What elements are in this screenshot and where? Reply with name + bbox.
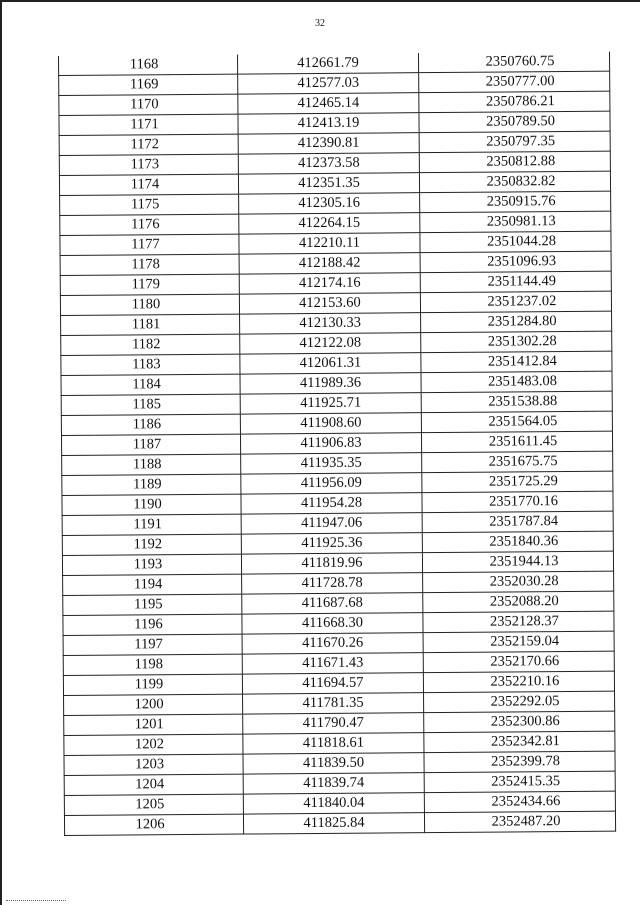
- y-coordinate-cell: 2351096.93: [420, 251, 611, 272]
- y-coordinate-cell: 2350760.75: [418, 52, 609, 73]
- point-number-cell: 1189: [62, 474, 241, 495]
- y-coordinate-cell: 2352487.20: [424, 811, 615, 832]
- point-number-cell: 1194: [63, 574, 242, 595]
- x-coordinate-cell: 411694.57: [242, 673, 423, 694]
- y-coordinate-cell: 2350777.00: [419, 71, 610, 92]
- x-coordinate-cell: 411989.36: [240, 373, 421, 394]
- x-coordinate-cell: 412305.16: [239, 193, 420, 214]
- x-coordinate-cell: 412188.42: [239, 253, 420, 274]
- y-coordinate-cell: 2351284.80: [421, 311, 612, 332]
- x-coordinate-cell: 411790.47: [243, 713, 424, 734]
- x-coordinate-cell: 411925.36: [241, 533, 422, 554]
- point-number-cell: 1174: [59, 174, 238, 195]
- y-coordinate-cell: 2350789.50: [419, 111, 610, 132]
- y-coordinate-cell: 2352342.81: [424, 731, 615, 752]
- x-coordinate-cell: 412373.58: [238, 153, 419, 174]
- point-number-cell: 1173: [59, 154, 238, 175]
- y-coordinate-cell: 2351302.28: [421, 331, 612, 352]
- x-coordinate-cell: 412153.60: [239, 293, 420, 314]
- y-coordinate-cell: 2350915.76: [420, 191, 611, 212]
- point-number-cell: 1176: [60, 214, 239, 235]
- point-number-cell: 1185: [61, 394, 240, 415]
- point-number-cell: 1170: [59, 94, 238, 115]
- footer-mark: [6, 900, 66, 902]
- x-coordinate-cell: 412210.11: [239, 233, 420, 254]
- x-coordinate-cell: 411954.28: [241, 493, 422, 514]
- y-coordinate-cell: 2351044.28: [420, 231, 611, 252]
- point-number-cell: 1168: [58, 55, 237, 76]
- x-coordinate-cell: 411925.71: [240, 393, 421, 414]
- point-number-cell: 1183: [61, 354, 240, 375]
- y-coordinate-cell: 2351237.02: [420, 291, 611, 312]
- point-number-cell: 1187: [61, 434, 240, 455]
- y-coordinate-cell: 2350786.21: [419, 91, 610, 112]
- x-coordinate-cell: 411728.78: [242, 573, 423, 594]
- point-number-cell: 1179: [60, 274, 239, 295]
- point-number-cell: 1197: [63, 634, 242, 655]
- point-number-cell: 1172: [59, 134, 238, 155]
- y-coordinate-cell: 2352159.04: [423, 631, 614, 652]
- point-number-cell: 1178: [60, 254, 239, 275]
- point-number-cell: 1181: [61, 314, 240, 335]
- page-border-top: [0, 0, 640, 2]
- point-number-cell: 1191: [62, 514, 241, 535]
- x-coordinate-cell: 412061.31: [240, 353, 421, 374]
- y-coordinate-cell: 2352415.35: [424, 771, 615, 792]
- y-coordinate-cell: 2352210.16: [423, 671, 614, 692]
- point-number-cell: 1192: [62, 534, 241, 555]
- x-coordinate-cell: 411818.61: [243, 733, 424, 754]
- y-coordinate-cell: 2351412.84: [421, 351, 612, 372]
- x-coordinate-cell: 411671.43: [242, 653, 423, 674]
- y-coordinate-cell: 2351483.08: [421, 371, 612, 392]
- point-number-cell: 1190: [62, 494, 241, 515]
- y-coordinate-cell: 2350797.35: [419, 131, 610, 152]
- point-number-cell: 1171: [59, 114, 238, 135]
- point-number-cell: 1182: [61, 334, 240, 355]
- x-coordinate-cell: 411687.68: [242, 593, 423, 614]
- y-coordinate-cell: 2351564.05: [421, 411, 612, 432]
- point-number-cell: 1203: [64, 754, 243, 775]
- x-coordinate-cell: 411908.60: [240, 413, 421, 434]
- x-coordinate-cell: 411956.09: [241, 473, 422, 494]
- coordinates-table-body: [58, 52, 615, 836]
- point-number-cell: 1198: [63, 654, 242, 675]
- point-number-cell: 1206: [64, 814, 243, 835]
- point-number-cell: 1199: [63, 674, 242, 695]
- point-number-cell: 1204: [64, 774, 243, 795]
- x-coordinate-cell: 411819.96: [241, 553, 422, 574]
- point-number-cell: 1195: [63, 594, 242, 615]
- page-number: 32: [315, 18, 325, 29]
- point-number-cell: 1177: [60, 234, 239, 255]
- point-number-cell: 1188: [62, 454, 241, 475]
- point-number-cell: 1201: [64, 714, 243, 735]
- x-coordinate-cell: 412174.16: [239, 273, 420, 294]
- point-number-cell: 1200: [64, 694, 243, 715]
- x-coordinate-cell: 411947.06: [241, 513, 422, 534]
- table-row: [64, 811, 615, 835]
- point-number-cell: 1184: [61, 374, 240, 395]
- x-coordinate-cell: 411840.04: [243, 793, 424, 814]
- point-number-cell: 1180: [60, 294, 239, 315]
- y-coordinate-cell: 2351538.88: [421, 391, 612, 412]
- page-border-left: [0, 0, 2, 905]
- y-coordinate-cell: 2352300.86: [424, 711, 615, 732]
- y-coordinate-cell: 2351144.49: [420, 271, 611, 292]
- x-coordinate-cell: 411906.83: [240, 433, 421, 454]
- x-coordinate-cell: 411781.35: [243, 693, 424, 714]
- coordinates-table: [58, 52, 616, 836]
- x-coordinate-cell: 411839.74: [243, 773, 424, 794]
- point-number-cell: 1169: [59, 74, 238, 95]
- x-coordinate-cell: 411935.35: [241, 453, 422, 474]
- x-coordinate-cell: 412465.14: [238, 93, 419, 114]
- y-coordinate-cell: 2352170.66: [423, 651, 614, 672]
- point-number-cell: 1186: [61, 414, 240, 435]
- y-coordinate-cell: 2352128.37: [423, 611, 614, 632]
- x-coordinate-cell: 411825.84: [243, 813, 424, 834]
- y-coordinate-cell: 2352399.78: [424, 751, 615, 772]
- point-number-cell: 1175: [60, 194, 239, 215]
- y-coordinate-cell: 2352434.66: [424, 791, 615, 812]
- x-coordinate-cell: 411839.50: [243, 753, 424, 774]
- point-number-cell: 1202: [64, 734, 243, 755]
- point-number-cell: 1196: [63, 614, 242, 635]
- x-coordinate-cell: 412661.79: [237, 53, 418, 74]
- x-coordinate-cell: 412390.81: [238, 133, 419, 154]
- y-coordinate-cell: 2352088.20: [423, 591, 614, 612]
- y-coordinate-cell: 2350981.13: [420, 211, 611, 232]
- x-coordinate-cell: 411668.30: [242, 613, 423, 634]
- y-coordinate-cell: 2350812.88: [419, 151, 610, 172]
- y-coordinate-cell: 2351675.75: [422, 451, 613, 472]
- y-coordinate-cell: 2352292.05: [424, 691, 615, 712]
- x-coordinate-cell: 412122.08: [240, 333, 421, 354]
- y-coordinate-cell: 2351840.36: [422, 531, 613, 552]
- point-number-cell: 1205: [64, 794, 243, 815]
- y-coordinate-cell: 2351944.13: [422, 551, 613, 572]
- y-coordinate-cell: 2352030.28: [423, 571, 614, 592]
- x-coordinate-cell: 412130.33: [240, 313, 421, 334]
- x-coordinate-cell: 412264.15: [239, 213, 420, 234]
- y-coordinate-cell: 2351787.84: [422, 511, 613, 532]
- y-coordinate-cell: 2351770.16: [422, 491, 613, 512]
- x-coordinate-cell: 412413.19: [238, 113, 419, 134]
- x-coordinate-cell: 411670.26: [242, 633, 423, 654]
- y-coordinate-cell: 2351611.45: [421, 431, 612, 452]
- y-coordinate-cell: 2351725.29: [422, 471, 613, 492]
- y-coordinate-cell: 2350832.82: [419, 171, 610, 192]
- x-coordinate-cell: 412351.35: [238, 173, 419, 194]
- point-number-cell: 1193: [62, 554, 241, 575]
- x-coordinate-cell: 412577.03: [238, 73, 419, 94]
